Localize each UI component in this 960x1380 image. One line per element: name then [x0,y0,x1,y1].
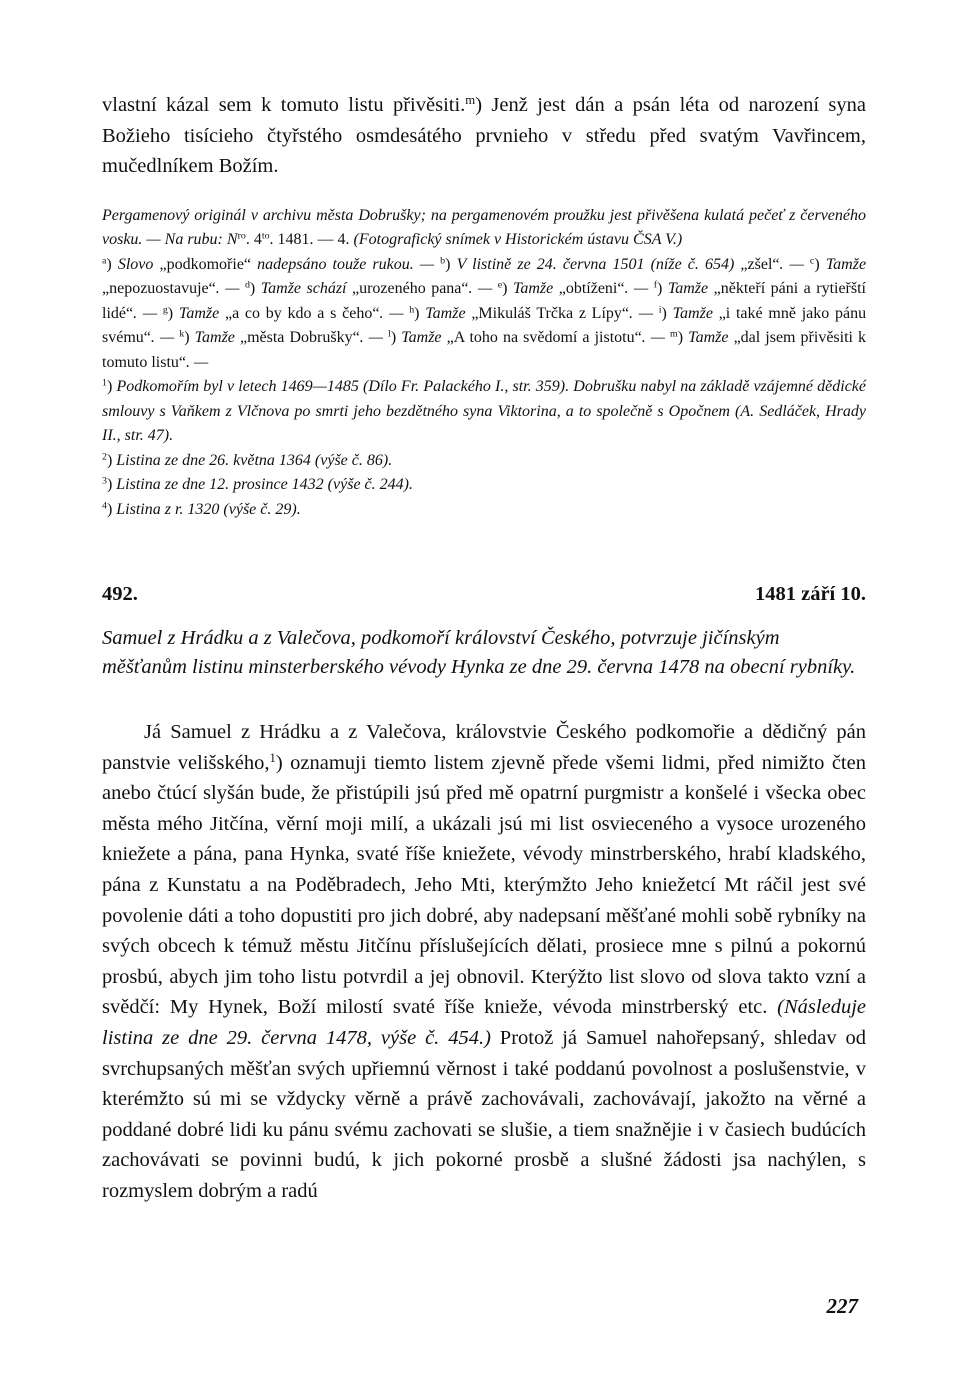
variant-paren: ) [661,304,673,322]
source-sup: ro [237,230,246,242]
footnote-number: 1 [102,377,107,389]
footnotes [102,375,866,522]
variant-text: Tamže [178,304,225,322]
variant-text: nadepsáno touže rukou. — [251,255,441,273]
variant-mark: e [497,279,503,291]
intro-text-rest: ) Jenž jest dán a psán léta od narození syna Božieho tisícieho čtyřstého osmdesátého prvnieho v středu před svatým Vavřincem, mučedlníkem Božím. [102,94,867,177]
variant-quote: „někteří páni a rytieřští lidé“ [102,280,866,322]
variant-text: . — [359,329,389,346]
footnote-text: Podkomořím byl v letech 1469—1485 (Dílo Fr. Palackého I., str. 359). Dobrušku nabyl na základě vzájemné dědické smlouvy s Vaňkem z Vlčnova po smrti jeho bezdětného syna Viktorina, a to společně s Opočnem (A. Sedláček, Hrady II., str. 47). [102,378,867,444]
body-text: Já Samuel z Hrádku a z Valečova, královstvie Českého podkomořie a dědičný pán panstvie velišského, [102,721,866,774]
page-number: 227 [826,1294,858,1318]
variant-mark: i [658,304,662,316]
variant-text: Tamže schází [260,280,352,297]
variant-paren: ) [390,329,402,346]
variant-text: Tamže [667,280,714,297]
variant-text: Tamže [688,329,734,346]
variant-quote: „Mikuláš Trčka z Lípy“ [471,304,629,322]
regest: Samuel z Hrádku a z Valečova, podkomoří království Českého, potvrzuje jičínským měšťanům listinu minsterberského vévody Hynka ze dne 29. června 1478 na obecní rybníky. [102,627,856,678]
footnote-number: 4 [102,500,107,512]
variant-text: . — [779,255,810,273]
source-note-text: . 4 [245,231,262,248]
variant-quote: „dal jsem přivěsiti k tomuto listu“ [102,329,867,371]
footnote-paren: ) [106,500,117,518]
variant-quote: „a co by kdo a s čeho“ [224,304,380,322]
variant-paren: ) [814,255,826,273]
variant-mark: b [440,255,446,267]
footnote-number: 2 [102,451,107,463]
footnote [102,498,866,523]
variant-text: Tamže [825,255,867,273]
footnote-mark: 1 [269,750,276,765]
variant-mark: a [102,255,107,267]
variant-mark: d [244,279,250,291]
variant-paren: ) [249,280,261,297]
page [102,90,866,1227]
variant-text: . — [641,329,671,346]
variant-text: . — [215,280,245,297]
variant-text: V listině ze 24. června 1501 (níže č. 654) [456,255,741,273]
variant-paren: ) [677,329,689,346]
document-header [102,580,866,608]
variant-quote: „města Dobrušky“ [239,329,360,346]
footnote [102,449,866,474]
footnote-number: 3 [102,475,107,487]
variant-text: Tamže [194,329,240,346]
variant-mark: h [409,304,415,316]
variant-mark: g [162,304,168,316]
footnote [102,473,866,498]
variant-text: Tamže [512,280,559,297]
footnote [102,375,866,449]
footnote-paren: ) [106,378,117,395]
variant-text: Tamže [425,304,472,322]
source-note-text: . 1481. — 4. [269,231,354,248]
variant-quote: „i také mně jako pánu svému“ [102,304,867,346]
variant-text: . — [379,304,410,322]
document-body [102,717,866,1207]
document-date: 1481 září 10. [754,583,866,605]
variant-quote: „podkomořie“ [159,255,252,273]
variant-mark: k [179,328,185,340]
footnote-paren: ) [106,451,117,469]
footnote-text: Listina z r. 1320 (výše č. 29). [116,500,301,518]
variant-mark: f [653,279,657,291]
variant-paren: ) [445,255,457,273]
source-note [102,204,866,253]
variant-quote: „nepozuostavuje“ [102,280,216,297]
variant-text: Slovo [117,255,160,273]
footnote-paren: ) [106,476,117,493]
intro-paragraph [102,90,866,182]
variant-text: . — [468,280,498,297]
variant-mark: c [809,255,815,267]
variant-paren: ) [502,280,513,297]
variant-paren: ) [414,304,426,322]
variant-text: . — [624,280,654,297]
source-note-text: Pergamenový originál v archivu města Dobrušky; na pergamenovém proužku jest přivěšena kulatá pečeť z červeného vosku. — Na rubu: N [102,206,866,248]
variant-mark: l [388,328,391,340]
variant-paren: ) [167,304,179,322]
variant-text: . — [186,353,209,371]
footnote-text: Listina ze dne 12. prosince 1432 (výše č. 244). [116,476,413,493]
variant-text: . — [629,304,659,322]
editorial-note: (Následuje listina ze dne 29. června 1478, výše č. 454.) [102,996,866,1049]
source-sup: to [261,230,270,242]
footnote-text: Listina ze dne 26. května 1364 (výše č. 86). [116,451,393,469]
intro-text: vlastní kázal sem k tomuto listu přivěsiti. [102,94,466,116]
variant-text: Tamže [401,329,447,346]
source-note-text: (Fotografický snímek v Historickém ústavu ČSA V.) [353,231,683,248]
body-text: ) oznamuji tiemto listem zjevně přede všemi lidmi, před nimižto čten anebo čtúcí slyšán bude, že přistúpili jsú před mě opatrní purgmistr a konšelé i všecka obec města mého Jitčína, věrní moji milí, a ukázali jsú mi list osvieceného a vysoce urozeného kniežete a pána, pana Hynka, svaté říše kniežete, vévody minstrberského, hrabí kladského, pána z Kunstatu a na Poděbradech, Jeho Mti, kterýmžto Jeho kniežetcí Mt ráčil jest své povolenie dáti a toho dopustiti pro jich dobré, aby nadepsaní měšťané mohli sobě rybníky na svých obcech k témuž městu Jitčínu příslušejících dělati, prosiece mne s pilnú a pokornú prosbú, abych jim toho listu potvrdil a jej obnovil. Kterýžto list slovo od slova takto vzní a svědčí: My Hynek, Boží milostí svaté říše knieže, vévoda minstrberský etc. [102,751,866,1019]
variant-paren: ) [184,329,195,346]
variant-text: . — [150,329,180,346]
body-text: Protož já Samuel nahořepsaný, shledav od svrchupsaných měšťan svých upřiemnú věrnost i také poddanú povolnost a poslušenstvie, v kterémžto sú mi se vždycky věrně a právě zachovávali, zachovávají, jakožto na věrné a poddané dobré lidi ku pánu svému zachovati se slušie, a tiem snažnějie i v časiech budúcích zachovávati se povinni budú, k jich pokorné prosbě a slušné žádosti jsa nachýlen, s rozmyslem dobrým a radú [102,1026,866,1202]
variant-notes [102,253,866,376]
variant-text: Tamže [672,304,719,322]
variant-quote: „obtíženi“ [558,280,625,297]
variant-mark: m [465,93,476,108]
critical-notes [102,204,866,376]
variant-text: . — [133,304,163,322]
variant-mark: m [670,328,678,340]
variant-quote: „urozeného pana“ [351,280,469,297]
document-number: 492. [102,583,138,605]
variant-quote: „zšel“ [740,255,780,273]
variant-quote: „A toho na svědomí a jistotu“ [446,329,642,346]
variant-paren: ) [106,255,118,273]
variant-paren: ) [657,280,668,297]
